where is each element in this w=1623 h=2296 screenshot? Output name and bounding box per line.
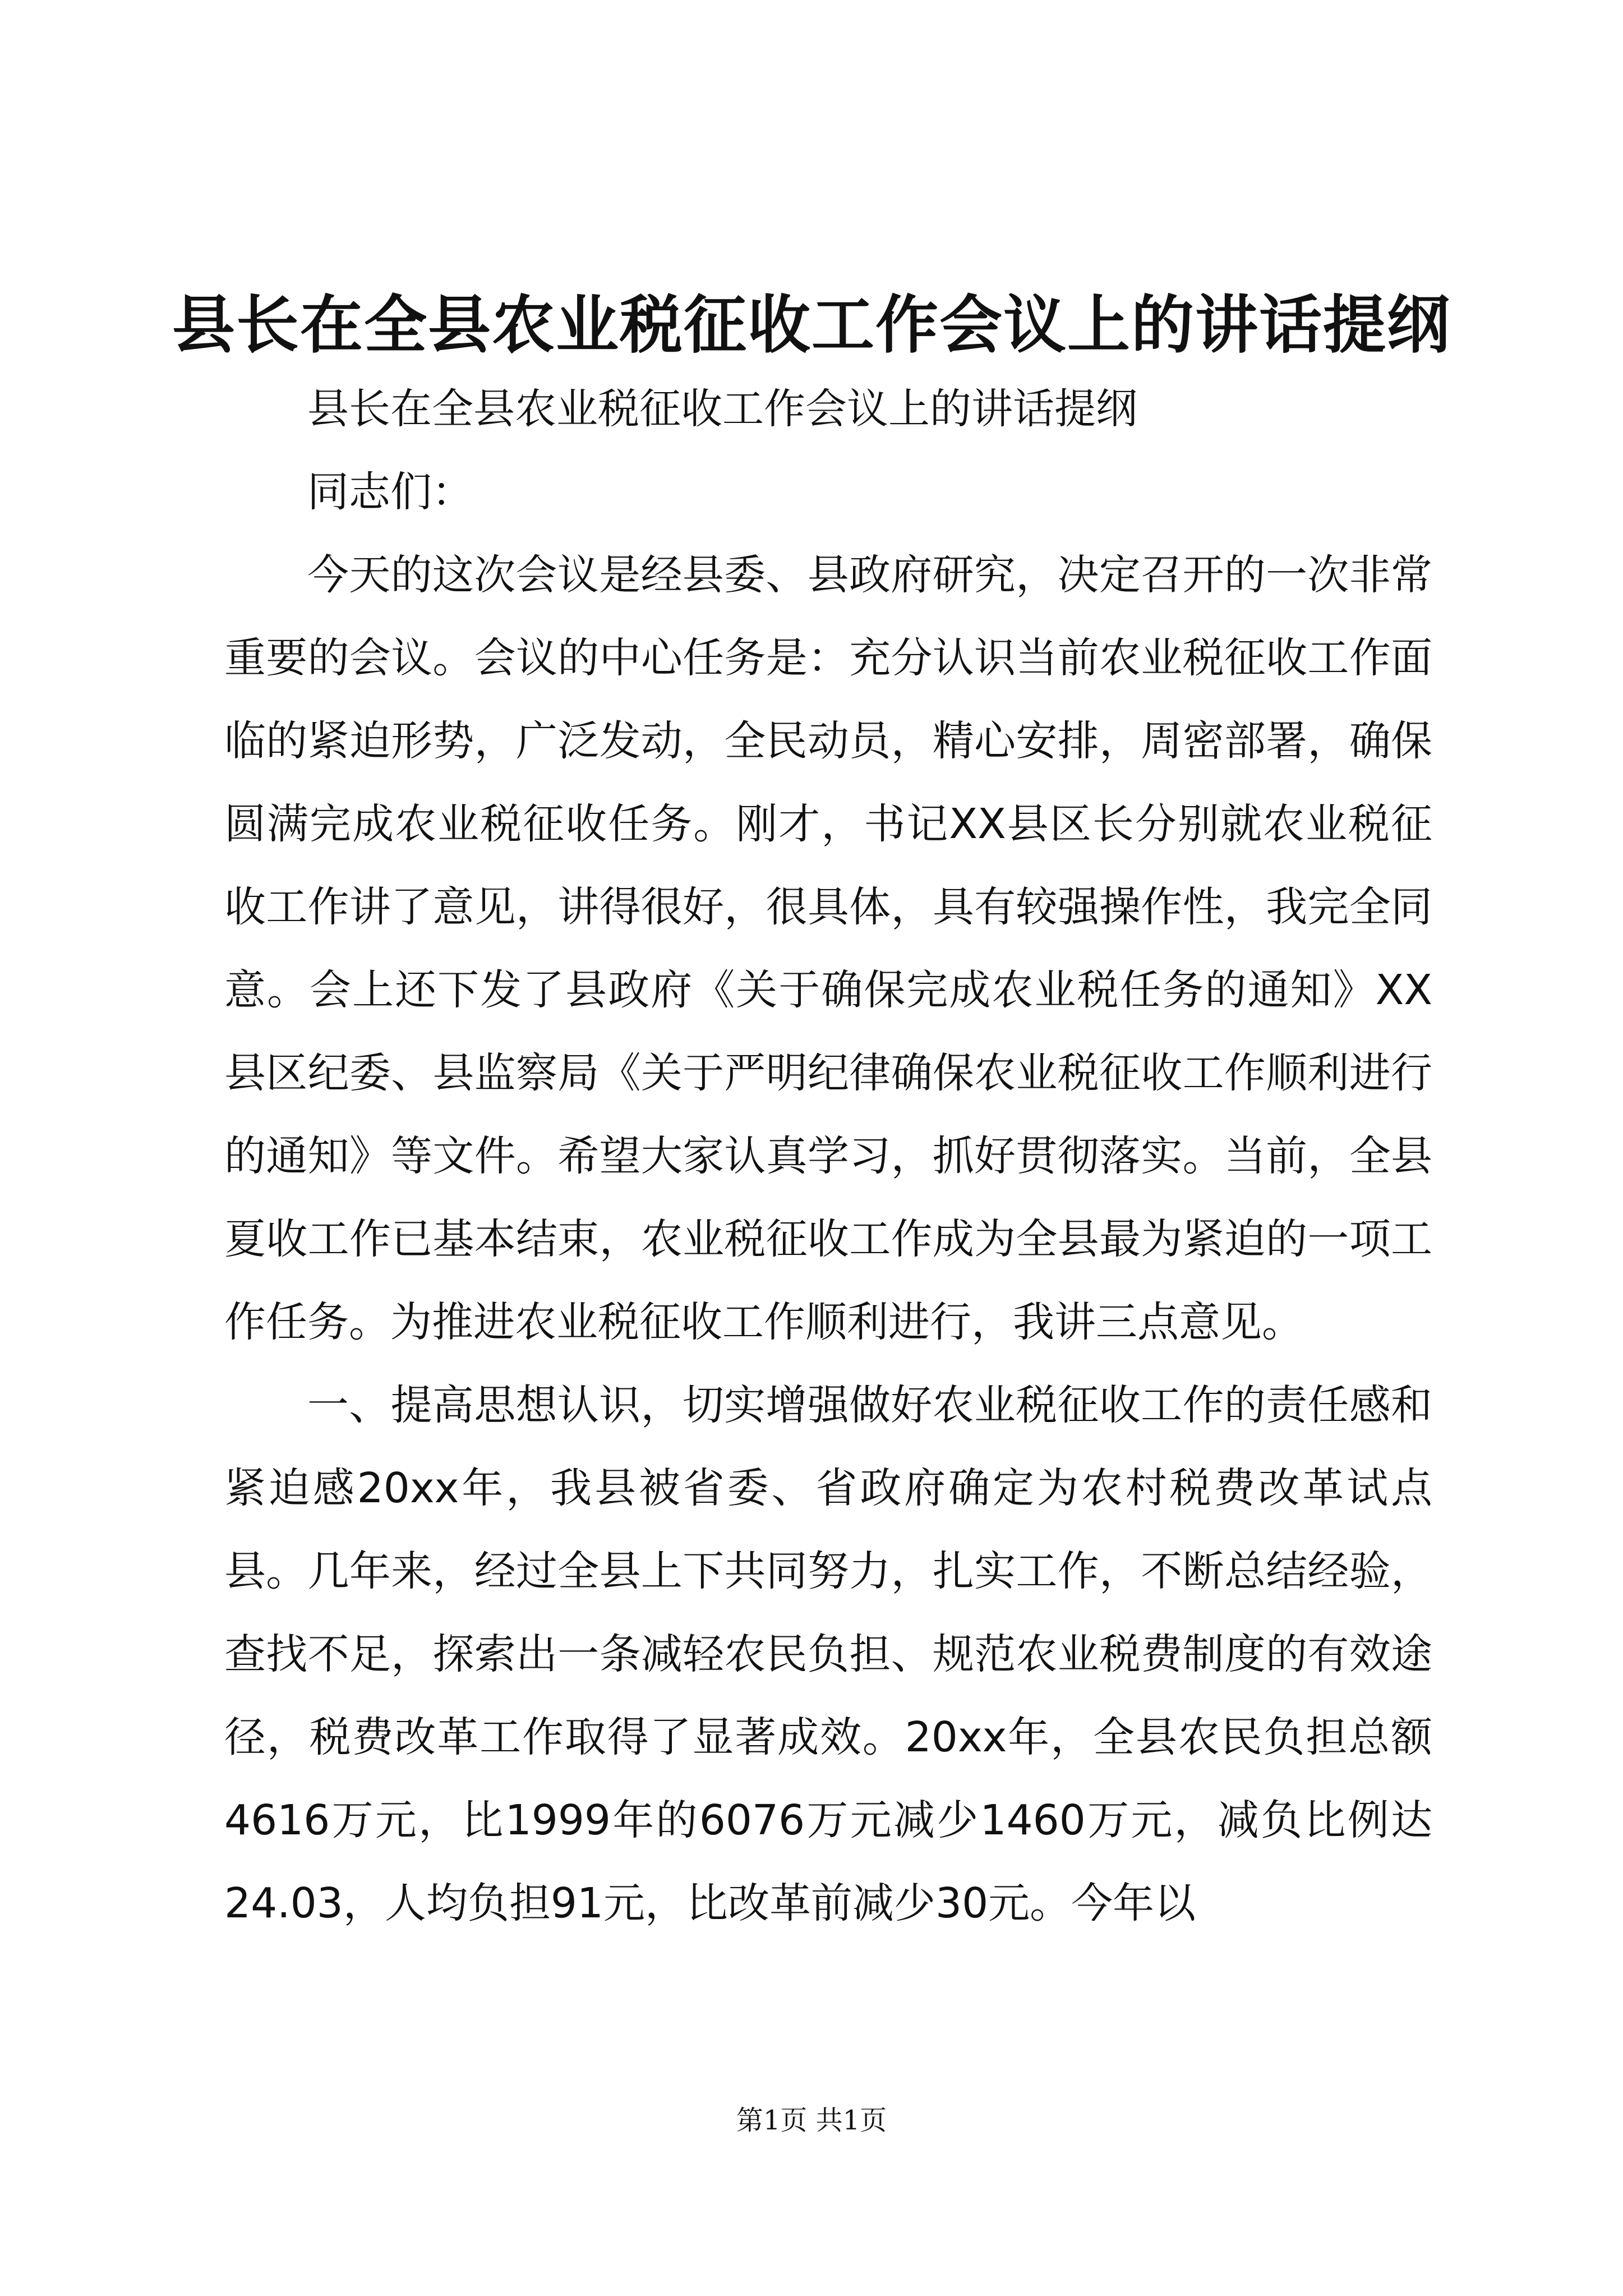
paragraph-subtitle: 县长在全县农业税征收工作会议上的讲话提纲 (307, 385, 1137, 433)
paragraph-greeting: 同志们： (307, 468, 473, 516)
paragraph-section-one: 一、提高思想认识，切实增强做好农业税征收工作的责任感和紧迫感20xx年，我县被省委、省政府确定为农村税费改革试点县。几年来，经过全县上下共同努力，扎实工作，不断总结经验，查找不足，探索出一条减轻农民负担、规范农业税费制度的有效途径，税费改革工作取得了显著成效。20xx年，全县农民负担总额4616万元，比1999年的6076万元减少1460万元，减负比例达24.03，人均负担91元，比改革前减少30元。今年以 (224, 1381, 1432, 1927)
document-body (224, 367, 1432, 1945)
paragraph-intro: 今天的这次会议是经县委、县政府研究，决定召开的一次非常重要的会议。会议的中心任务是：充分认识当前农业税征收工作面临的紧迫形势，广泛发动，全民动员，精心安排，周密部署，确保圆满完成农业税征收任务。刚才，书记XX县区长分别就农业税征收工作讲了意见，讲得很好，很具体，具有较强操作性，我完全同意。会上还下发了县政府《关于确保完成农业税任务的通知》XX县区纪委、县监察局《关于严明纪律确保农业税征收工作顺利进行的通知》等文件。希望大家认真学习，抓好贯彻落实。当前，全县夏收工作已基本结束，农业税征收工作成为全县最为紧迫的一项工作任务。为推进农业税征收工作顺利进行，我讲三点意见。 (224, 551, 1432, 1346)
page-footer: 第1页 共1页 (736, 2105, 887, 2136)
page-title: 县长在全县农业税征收工作会议上的讲话提纲 (172, 288, 1451, 362)
